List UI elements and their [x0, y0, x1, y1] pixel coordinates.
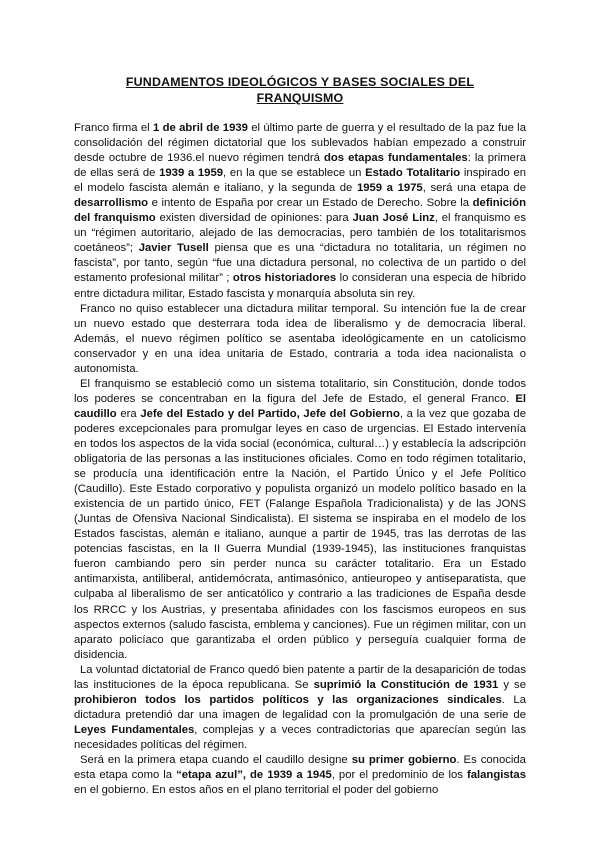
- text-run: Franco firma el: [74, 122, 154, 134]
- title-line-1: FUNDAMENTOS IDEOLÓGICOS Y BASES SOCIALES DEL: [125, 75, 475, 89]
- text-run: lo consideran una especia de híbrido entre dictadura militar, Estado fascista y monarquía absoluta sin rey.: [74, 272, 526, 300]
- bold-run: suprimió la Constitución de 1931: [313, 678, 499, 691]
- bold-run: falangistas: [466, 769, 526, 782]
- bold-run: 1 de abril de 1939: [153, 122, 248, 134]
- paragraph-3: [74, 377, 526, 663]
- text-run: . Es conocida esta etapa como la: [74, 753, 526, 782]
- bold-run: Javier Tusell: [138, 242, 209, 255]
- text-run: e intento de España por crear un Estado de Derecho. Sobre la: [148, 197, 473, 210]
- text-run: , el franquismo es un “régimen autoritario, alejado de las democracias, pero también de los totalitarismos coetáneos”;: [74, 212, 526, 255]
- bold-run: Juan José Linz: [352, 212, 435, 225]
- text-run: Franco no quiso establecer una dictadura militar temporal. Su intención fue la de crear un nuevo estado que desterrara toda idea de liberalismo y de democracia liberal. Además, el nuevo régimen político se asentaba ideológicamente en un catolicismo conservador y en una idea unitaria de Estado, contraria a toda idea nacionalista o autonomista.: [74, 302, 526, 375]
- bold-run: El caudillo: [74, 392, 526, 420]
- bold-run: Estado Totalitario: [365, 167, 461, 180]
- bold-run: desarrollismo: [74, 197, 149, 210]
- paragraph-1: [74, 121, 526, 302]
- text-run: El franquismo se estableció como un sistema totalitario, sin Constitución, donde todos los poderes se concentraban en la figura del Jefe de Estado, el general Franco.: [74, 377, 526, 405]
- title-line-2: FRANQUISMO: [256, 91, 344, 105]
- text-run: Será en la primera etapa cuando el caudillo designe: [80, 753, 352, 766]
- text-run: , por el predominio de los: [331, 769, 467, 782]
- bold-run: prohibieron todos los partidos políticos y las organizaciones sindicales: [74, 693, 502, 706]
- bold-run: Jefe del Estado y del Partido, Jefe del Gobierno: [140, 407, 400, 420]
- text-run: La voluntad dictatorial de Franco quedó bien patente a partir de la desaparición de todas las instituciones de la época republicana. Se: [74, 663, 526, 691]
- text-run: existen diversidad de opiniones: para: [155, 212, 353, 225]
- text-run: piensa que es una “dictadura no totalitaria, un régimen no fascista”, por tanto, según “fue una dictadura personal, no colectiva de un partido o del estamento profesional militar” ;: [74, 242, 526, 285]
- text-run: y se: [498, 678, 526, 691]
- bold-run: dos etapas fundamentales: [324, 152, 468, 165]
- text-run: inspirado en el modelo fascista alemán e italiano, y la segunda de: [74, 167, 527, 195]
- paragraph-2: [74, 302, 526, 377]
- text-run: , en la que se establece un: [223, 167, 366, 180]
- paragraph-5: [74, 753, 526, 798]
- text-run: : la primera de ellas será de: [74, 152, 526, 180]
- text-run: . La dictadura pretendió dar una imagen de legalidad con la promulgación de una serie de: [74, 693, 526, 721]
- text-run: , será una etapa de: [422, 182, 526, 195]
- document-body: [74, 121, 526, 798]
- bold-run: su primer gobierno: [351, 753, 457, 766]
- bold-run: definición del franquismo: [74, 197, 526, 225]
- text-run: , complejas y a veces contradictorias que aparecían según las necesidades políticas del régimen.: [74, 723, 526, 751]
- bold-run: 1939 a 1959: [159, 167, 224, 180]
- text-run: en el gobierno. En estos años en el plano territorial el poder del gobierno: [74, 784, 439, 797]
- paragraph-4: [74, 663, 526, 753]
- text-run: el último parte de guerra y el resultado de la paz fue la consolidación del régimen dictatorial que los sublevados habían empezado a construir desde octubre de 1936.el nuevo régimen tendrá: [74, 122, 526, 165]
- bold-run: Leyes Fundamentales: [74, 723, 195, 736]
- document-title: [80, 74, 520, 106]
- bold-run: 1959 a 1975: [356, 182, 423, 195]
- bold-run: otros historiadores: [232, 272, 337, 285]
- bold-run: “etapa azul”, de 1939 a 1945: [176, 769, 332, 782]
- text-run: era: [116, 407, 141, 420]
- text-run: , a la vez que gozaba de poderes excepcionales para promulgar leyes en caso de urgencias. El Estado intervenía en todos los aspectos de la vida social (económica, cultural…) y establecía la adscripción obligatoria de las personas a las instituciones oficiales. Como en todo régimen totalitario, se producía una identificación entre la Nación, el Partido Único y el Jefe Político (Caudillo). Este Estado corporativo y populista organizó un modelo político basado en la existencia de un partido único, FET (Falange Española Tradicionalista) y de las JONS (Juntas de Ofensiva Nacional Sindicalista). El sistema se inspiraba en el modelo de los Estados fascistas, alemán e italiano, aunque a partir de 1945, tras las derrotas de las potencias fascistas, en la II Guerra Mundial (1939-1945), las instituciones franquistas fueron cambiando pero sin perder nunca su carácter totalitario. Era un Estado antimarxista, antiliberal, antidemócrata, antimasónico, antieuropeo y antiseparatista, que culpaba al liberalismo de ser anticatólico y contrario a las tradiciones de España desde los RRCC y los Austrias, y presentaba afinidades con los fascismos europeos en sus aspectos externos (saludo fascista, emblema y canciones). Fue un régimen militar, con un aparato policíaco que garantizaba el orden público y perseguía cualquier forma de disidencia.: [74, 407, 526, 661]
